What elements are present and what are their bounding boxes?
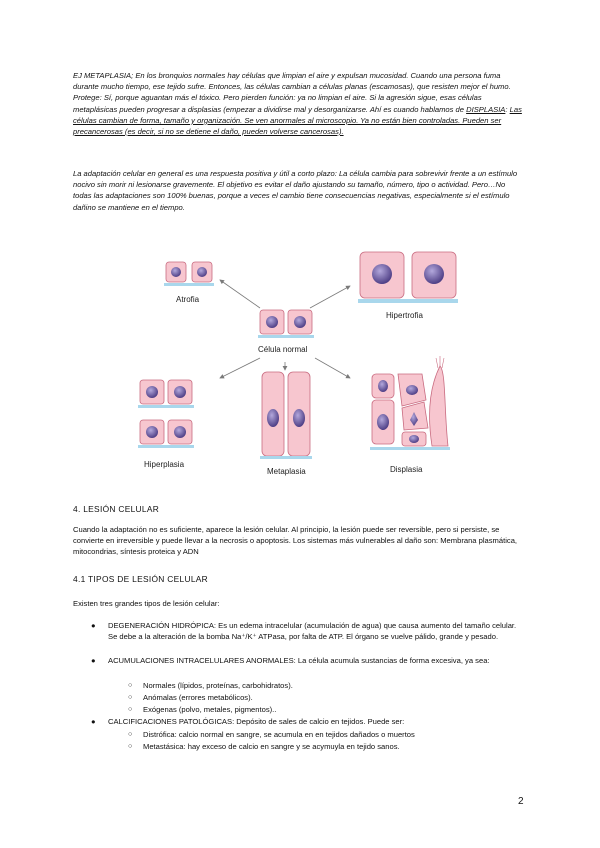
sub-item-text: Distrófica: calcio normal en sangre, se acumula en en tejidos dañados o muertos — [143, 730, 415, 739]
sub-item-text: Normales (lípidos, proteínas, carbohidratos). — [143, 681, 293, 690]
hipertrofia-cells — [358, 252, 458, 303]
section-4-body: Cuando la adaptación no es suficiente, aparece la lesión celular. Al principio, la lesión puede ser reversible, pero si persiste, se convierte en irreversible y puede llevar a la necrosis o apoptosis. Los sistemas más vulnerables al daño son: Membrana plasmática, mitocondrias, síntesis proteica y ADN — [73, 525, 518, 557]
sub-item-text: Metastásica: hay exceso de calcio en sangre y se acymuyla en tejido sanos. — [143, 742, 400, 751]
section-4-heading: 4. LESIÓN CELULAR — [73, 504, 160, 514]
bullet-icon: ● — [91, 621, 96, 630]
section-4-1-intro: Existen tres grandes tipos de lesión celular: — [73, 599, 220, 608]
example-body: En los bronquios normales hay células que limpian el aire y expulsan mucosidad. Cuando una persona fuma durante mucho tiempo, ese tejido sufre. Entonces, las células cambian a células planas (escamosas), que resisten mejor el humo. Protege: Sí, porque aguantan más el tóxico. Pero pierden función: ya no limpian el aire. Si la agresión sigue, esas células metaplásicas pueden progresar a displasias (empezar a dividirse mal y desorganizarse. Ahí es cuando hablamos de — [73, 71, 511, 114]
sub-item-anomalas — [128, 692, 253, 703]
displasia-term: DISPLASIA — [466, 104, 506, 114]
metaplasia-cells — [260, 372, 312, 459]
circle-bullet-icon: ○ — [128, 706, 133, 713]
displasia-definition: Las células cambian de forma, tamaño y organización. Se ven anormales al microscopio. Ya no están bien controladas. Pueden ser precancerosas (es decir, si no se detiene el daño, pueden volverse cancerosas). — [73, 104, 522, 137]
example-label: EJ METAPLASIA; — [73, 71, 134, 80]
normal-label: Célula normal — [258, 345, 308, 354]
arrows — [220, 280, 350, 378]
hiperplasia-label: Hiperplasia — [144, 460, 185, 469]
metaplasia-example-paragraph — [73, 70, 525, 137]
item-title: ACUMULACIONES INTRACELULARES ANORMALES — [108, 656, 294, 665]
list-item-acumulaciones — [91, 655, 526, 666]
sub-item-exogenas — [128, 704, 277, 715]
section-4-1-heading: 4.1 TIPOS DE LESIÓN CELULAR — [73, 574, 209, 584]
arrow-to-displasia — [315, 358, 350, 378]
atrofia-cells — [164, 262, 214, 286]
hipertrofia-label: Hipertrofia — [386, 311, 423, 320]
sub-item-text: Anómalas (errores metabólicos). — [143, 693, 253, 702]
cell-adaptation-figure — [110, 240, 490, 490]
item-text: : La célula acumula sustancias de forma excesiva, ya sea: — [293, 656, 490, 665]
adaptation-paragraph: La adaptación celular en general es una respuesta positiva y útil a corto plazo: La célula cambia para sobrevivir frente a un estímulo nocivo sin morir ni lesionarse gravemente. El objetivo es evitar el daño ajustando su tamaño, número, tipo o actividad. Pero…No todas las adaptaciones son 100% buenas, porque a veces el cambio tiene consecuencias negativas, especialmente si el estímulo dañino se mantiene en el tiempo. — [73, 169, 518, 212]
item-title: DEGENERACIÓN HIDRÓPICA — [108, 621, 214, 630]
displasia-label: Displasia — [390, 465, 423, 474]
item-text: : Es un edema intracelular (acumulación de agua) que causa aumento del tamaño celular. Se debe a la alteración de la bomba Na⁺/K⁺ ATPasa, por falta de ATP. El órgano se vuelve pálido, grande y pesado. — [108, 621, 517, 642]
circle-bullet-icon: ○ — [128, 682, 133, 689]
list-item-calcificaciones — [91, 716, 526, 727]
normal-cells — [258, 310, 314, 338]
hiperplasia-cells — [138, 380, 194, 448]
bullet-icon: ● — [91, 717, 96, 726]
arrow-to-atrofia — [220, 280, 260, 308]
displasia-cells — [370, 356, 450, 450]
sub-item-metastasica — [128, 741, 526, 752]
circle-bullet-icon: ○ — [128, 731, 133, 738]
circle-bullet-icon: ○ — [128, 743, 133, 750]
bullet-icon: ● — [91, 656, 96, 665]
item-text: : Depósito de sales de calcio en tejidos. Puede ser: — [232, 717, 405, 726]
sub-item-normales — [128, 680, 293, 691]
sub-item-text: Exógenas (polvo, metales, pigmentos).. — [143, 705, 277, 714]
arrow-to-hipertrofia — [310, 286, 350, 308]
atrofia-label: Atrofia — [176, 295, 200, 304]
metaplasia-label: Metaplasia — [267, 467, 306, 476]
colon: : — [505, 104, 510, 114]
item-title: CALCIFICACIONES PATOLÓGICAS — [108, 717, 233, 726]
sub-item-distrofica — [128, 729, 526, 740]
list-item-degeneracion — [91, 620, 526, 642]
arrow-to-hiperplasia — [220, 358, 260, 378]
page-number: 2 — [518, 796, 524, 807]
circle-bullet-icon: ○ — [128, 694, 133, 701]
